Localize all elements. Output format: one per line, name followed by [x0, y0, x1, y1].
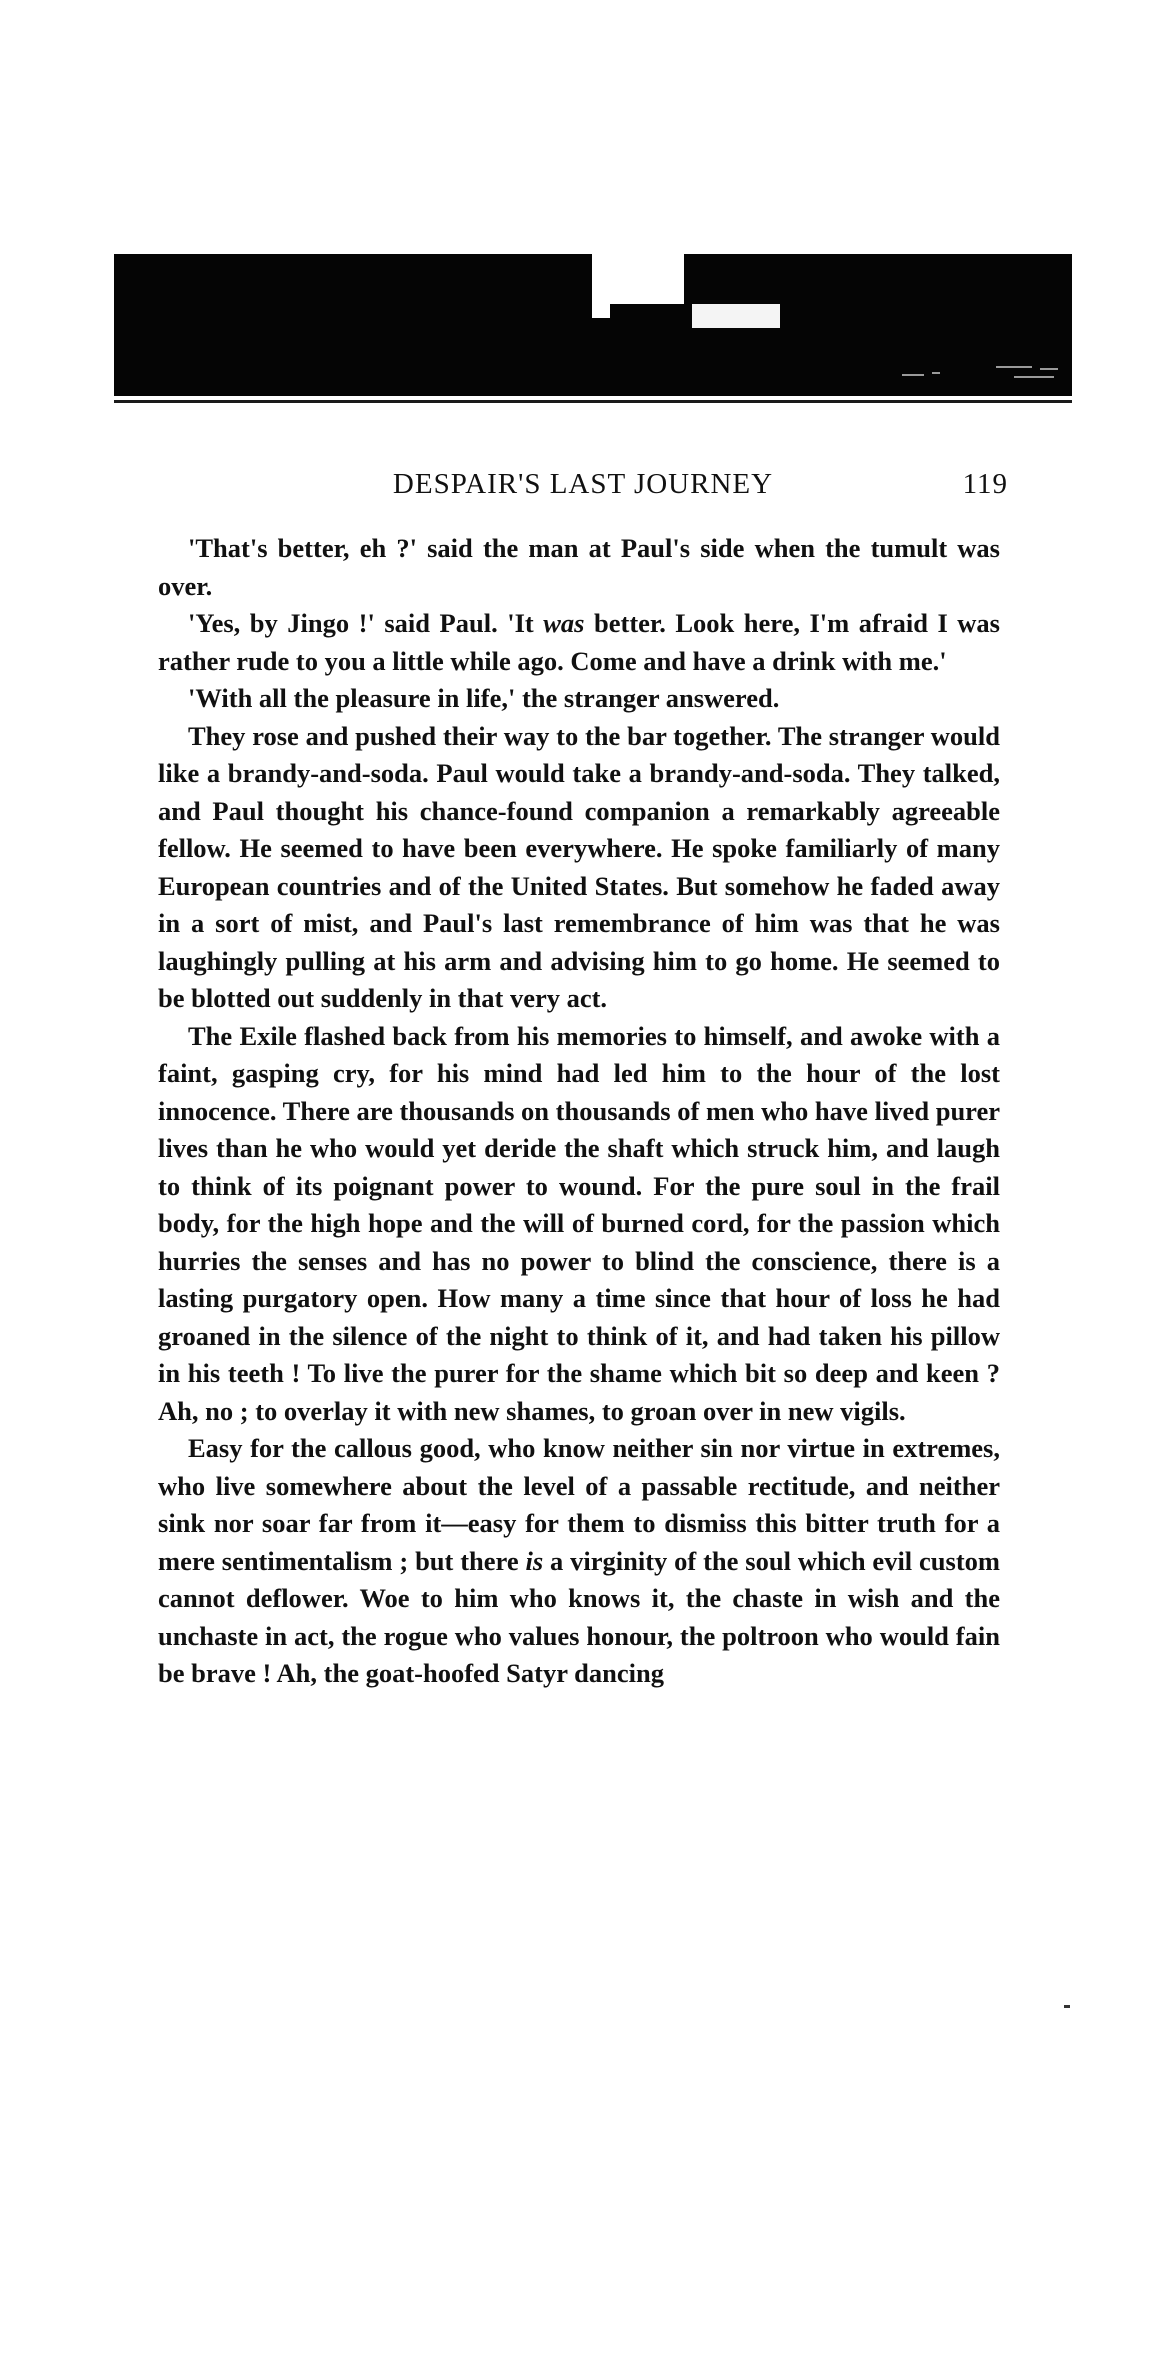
page-number: 119	[962, 468, 1008, 500]
italic-text: is	[525, 1545, 544, 1576]
scan-paper-slip	[692, 304, 780, 328]
scan-rule	[114, 400, 1072, 403]
body-text	[158, 530, 1000, 1693]
paragraph	[158, 1430, 1000, 1693]
paragraph	[158, 1018, 1000, 1431]
paragraph-text: 'That's better, eh ?' said the man at Paul's side when the tumult was over.	[158, 533, 1000, 601]
scan-notch	[592, 254, 684, 304]
paragraph	[158, 530, 1000, 605]
scan-notch-step	[592, 304, 610, 318]
paragraph	[158, 680, 1000, 718]
paragraph	[158, 605, 1000, 680]
stray-mark	[1064, 2005, 1070, 2008]
scanned-header-band	[114, 254, 1072, 396]
paragraph-text: The Exile flashed back from his memories to himself, and awoke with a faint, gasping cry, for his mind had led him to the hour of the lost innocence. There are thousands on thousands of men who have lived purer lives than he who would yet deride the shaft which struck him, and laugh to think of its poignant power to wound. For the pure soul in the frail body, for the high hope and the will of burned cord, for the passion which hurries the senses and has no power to blind the conscience, there is a lasting purgatory open. How many a time since that hour of loss he had groaned in the silence of the night to think of it, and had taken his pillow in his teeth ! To live the purer for the shame which bit so deep and keen ? Ah, no ; to overlay it with new shames, to groan over in new vigils.	[158, 1020, 1000, 1426]
scan-speck	[902, 374, 924, 376]
paragraph-text: a virginity of the soul which evil custom cannot deflower. Woe to him who knows it, the chaste in wish and the unchaste in act, the rogue who values honour, the poltroon who would fain be brave ! Ah, the goat-hoofed Satyr dancing	[158, 1545, 1000, 1688]
paragraph	[158, 718, 1000, 1018]
paragraph-text: 'With all the pleasure in life,' the stranger answered.	[188, 683, 780, 713]
running-head	[158, 468, 1008, 508]
scan-speck	[932, 372, 940, 374]
scan-speck	[1014, 376, 1054, 378]
running-head-title: DESPAIR'S LAST JOURNEY	[392, 468, 774, 500]
paragraph-text: 'Yes, by Jingo !' said Paul. 'It	[188, 608, 544, 638]
paragraph-text: better. Look here, I'm afraid I was rather rude to you a little while ago. Come and have a drink with me.'	[158, 608, 1000, 676]
scan-speck	[1040, 368, 1058, 370]
paragraph-text: They rose and pushed their way to the bar together. The stranger would like a brandy-and-soda. Paul would take a brandy-and-soda. They talked, and Paul thought his chance-found companion a remarkably agreeable fellow. He seemed to have been everywhere. He spoke familiarly of many European countries and of the United States. But somehow he faded away in a sort of mist, and Paul's last remembrance of him was that he was laughingly pulling at his arm and advising him to go home. He seemed to be blotted out suddenly in that very act.	[158, 720, 1000, 1013]
italic-text: was	[543, 608, 585, 638]
paragraph-text: Easy for the callous good, who know neither sin nor virtue in extremes, who live somewhere about the level of a passable rectitude, and neither sink nor soar far from it—easy for them to dismiss this bitter truth for a mere sentimentalism ; but there	[158, 1433, 1000, 1576]
scan-speck	[996, 366, 1032, 368]
